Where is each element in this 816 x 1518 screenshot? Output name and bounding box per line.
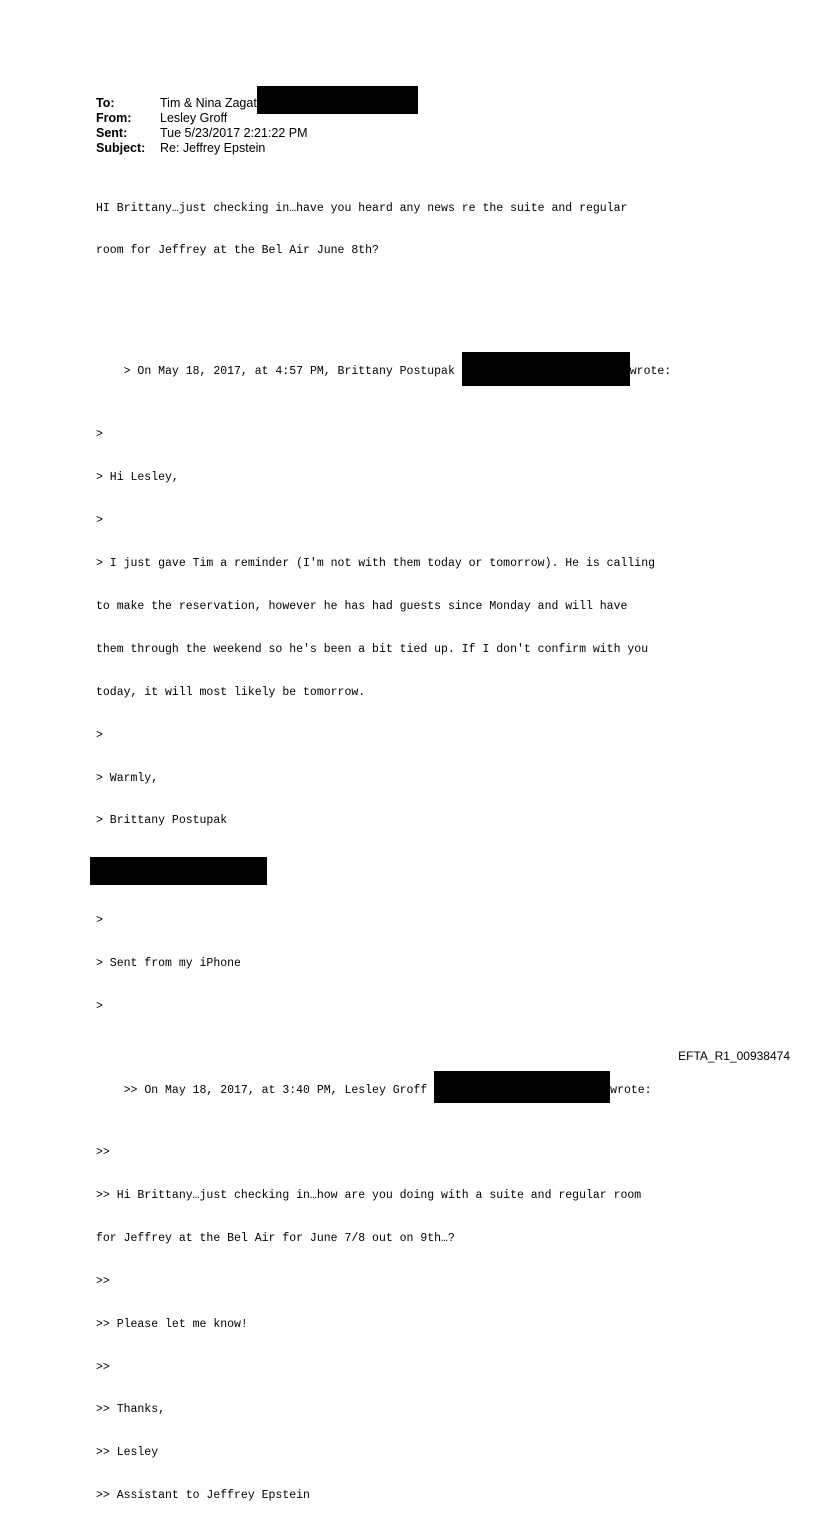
quoted-line: them through the weekend so he's been a bit tied up. If I don't confirm with you [96, 642, 649, 656]
quoted-line: >> [96, 1274, 110, 1288]
document-id: EFTA_R1_00938474 [678, 1049, 790, 1063]
quoted-line: > Brittany Postupak [96, 814, 228, 828]
subject-row [96, 141, 308, 156]
quoted-line: to make the reservation, however he has had guests since Monday and will have [96, 600, 628, 614]
quoted-line: today, it will most likely be tomorrow. [96, 685, 366, 699]
subject-value: Re: Jeffrey Epstein [160, 141, 266, 155]
quoted-line: > [96, 514, 103, 528]
quoted-line: > Sent from my iPhone [96, 956, 241, 970]
quoted-line: for Jeffrey at the Bel Air for June 7/8 out on 9th…? [96, 1231, 455, 1245]
from-label: From: [96, 111, 132, 125]
quoted-line: >> Lesley [96, 1446, 159, 1460]
quote-header-text: > On May 18, 2017, at 4:57 PM, Brittany Postupak [123, 364, 462, 378]
quote-header-wrote: wrote: [610, 1084, 652, 1098]
quoted-line: > [96, 728, 103, 742]
redaction-to [257, 86, 418, 114]
quoted-line: >> Assistant to Jeffrey Epstein [96, 1489, 310, 1503]
paragraph-gap [96, 287, 736, 294]
email-header [96, 96, 308, 156]
sent-row [96, 126, 308, 141]
to-value [160, 96, 257, 111]
sent-label: Sent: [96, 126, 128, 140]
to-row [96, 96, 308, 111]
redaction-signature-line [96, 857, 736, 885]
redaction-email-lesley [434, 1071, 610, 1103]
quote-header-brittany [96, 337, 736, 400]
quoted-line: >> Thanks, [96, 1403, 166, 1417]
to-name: Tim & Nina Zagat [160, 96, 257, 110]
quoted-line: >> [96, 1146, 110, 1160]
quoted-line: > I just gave Tim a reminder (I'm not with them today or tomorrow). He is calling [96, 557, 655, 571]
from-value: Lesley Groff [160, 111, 228, 125]
intro-line: room for Jeffrey at the Bel Air June 8th? [96, 244, 379, 258]
subject-label: Subject: [96, 141, 146, 155]
to-label: To: [96, 96, 115, 110]
quoted-line: > Warmly, [96, 771, 159, 785]
quoted-line: > Hi Lesley, [96, 471, 179, 485]
redaction-email-brittany [462, 352, 630, 386]
quoted-line: >> [96, 1360, 110, 1374]
quoted-line: >> Hi Brittany…just checking in…how are you doing with a suite and regular room [96, 1189, 642, 1202]
quote-header-text: >> On May 18, 2017, at 3:40 PM, Lesley Groff [123, 1084, 435, 1098]
quoted-line: >> Please let me know! [96, 1317, 248, 1331]
quote-header-wrote: wrote: [629, 364, 672, 378]
quote-header-lesley [96, 1057, 736, 1118]
quoted-line: > [96, 913, 103, 927]
email-body [96, 173, 736, 1518]
quoted-line: > [96, 428, 103, 442]
quoted-line: > [96, 999, 103, 1013]
redaction-signature [90, 857, 267, 885]
intro-line: HI Brittany…just checking in…have you heard any news re the suite and regular [96, 201, 628, 215]
sent-value: Tue 5/23/2017 2:21:22 PM [160, 126, 308, 140]
